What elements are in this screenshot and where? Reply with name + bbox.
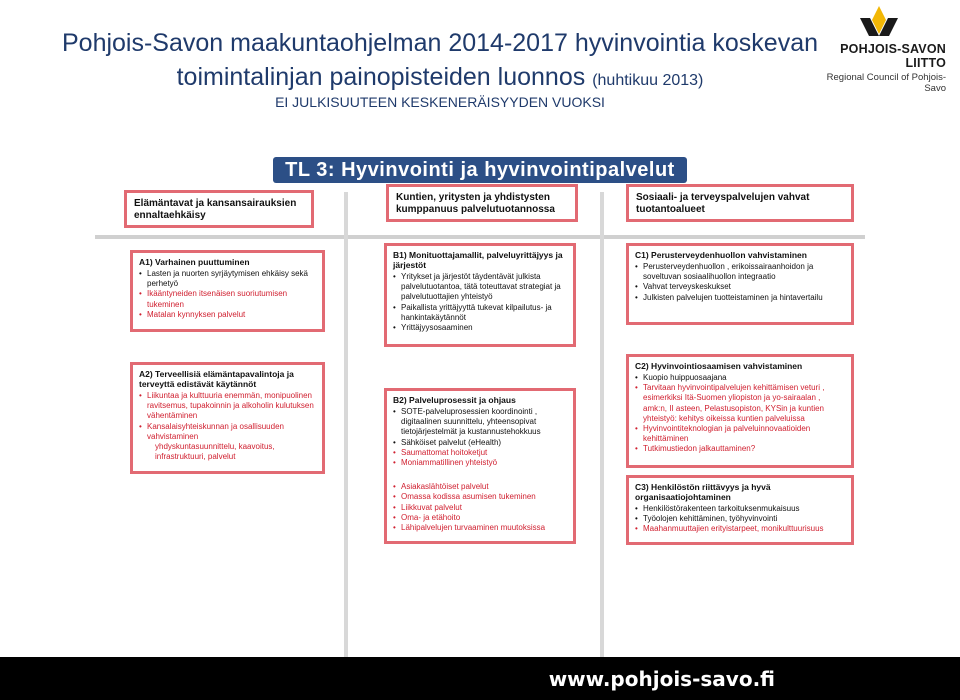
- list-item: • Saumattomat hoitoketjut: [401, 448, 567, 458]
- column-header-c-text: Sosiaali- ja terveyspalvelujen vahvat tuotantoalueet: [636, 192, 810, 215]
- list-item: • Tutkimustiedon jalkauttaminen?: [643, 444, 845, 454]
- list-item: • Liikkuvat palvelut: [401, 503, 567, 513]
- title-date-note: (huhtikuu 2013): [592, 72, 704, 89]
- box-c2: [626, 354, 854, 468]
- list-item: • SOTE-palveluprosessien koordinointi , digitaalinen suunnittelu, yhteensopivat tietojärjestelmät ja kustannustehokkuus: [401, 407, 567, 438]
- box-b1-title: B1) Monituottajamallit, palveluyrittäjyys ja järjestöt: [393, 250, 563, 270]
- box-b1: [384, 243, 576, 347]
- box-c1-title: C1) Perusterveydenhuollon vahvistaminen: [635, 250, 807, 260]
- box-b1-list: [393, 272, 567, 333]
- column-header-b-text: Kuntien, yritysten ja yhdistysten kumppanuus palvelutuotannossa: [396, 192, 555, 215]
- box-b2: [384, 388, 576, 544]
- list-item: • Julkisten palvelujen tuotteistaminen ja hintavertailu: [643, 293, 845, 303]
- box-a1-title: A1) Varhainen puuttuminen: [139, 257, 250, 267]
- box-a1: [130, 250, 325, 332]
- list-item: • Liikuntaa ja kulttuuria enemmän, monipuolinen ravitsemus, tupakoinnin ja alkoholin kulutuksen vähentäminen: [147, 391, 316, 422]
- list-item: • Tarvitaan hyvinvointipalvelujen kehittämisen veturi , esimerkiksi Itä-Suomen yliopiston ja yo-sairaalan , amk:n, II asteen, Pelastusopiston, KYSin ja kuntien yhteistyö: kehitys oikeissa kuntien palveluissa: [643, 383, 845, 424]
- box-c3-list: [635, 504, 845, 535]
- column-divider-left: [344, 192, 348, 662]
- box-c3: [626, 475, 854, 545]
- list-item: • Oma- ja etähoito: [401, 513, 567, 523]
- list-item: • Hyvinvointiteknologian ja palveluinnovaatioiden kehittäminen: [643, 424, 845, 444]
- box-c2-title: C2) Hyvinvointiosaamisen vahvistaminen: [635, 361, 803, 371]
- list-item: • Vahvat terveyskeskukset: [643, 282, 845, 292]
- list-item: • Maahanmuuttajien erityistarpeet, monikulttuurisuus: [643, 524, 845, 534]
- column-header-b: [386, 184, 578, 222]
- box-a2-title: A2) Terveellisiä elämäntapavalintoja ja terveyttä edistävät käytännöt: [139, 369, 294, 389]
- list-item: • Matalan kynnyksen palvelut: [147, 310, 316, 320]
- box-a1-list: [139, 269, 316, 320]
- box-a2: [130, 362, 325, 474]
- box-c3-title: C3) Henkilöstön riittävyys ja hyvä organisaatiojohtaminen: [635, 482, 771, 502]
- list-item: yhdyskuntasuunnittelu, kaavoitus, infrastruktuuri, palvelut: [155, 442, 275, 462]
- box-c2-list: [635, 373, 845, 455]
- list-item: • Lähipalvelujen turvaaminen muutoksissa: [401, 523, 567, 533]
- box-c1-list: [635, 262, 845, 303]
- list-item: • Yritykset ja järjestöt täydentävät julkista palvelutuotantoa, tätä toteuttavat strategiat ja palvelutuottajien yhteistyö: [401, 272, 567, 303]
- list-item: • Kuopio huippuosaajana: [643, 373, 845, 383]
- column-header-a-text: Elämäntavat ja kansansairauksien ennaltaehkäisy: [134, 198, 297, 221]
- confidential-notice: EI JULKISUUTEEN KESKENERÄISYYDEN VUOKSI: [275, 94, 605, 110]
- box-c1: [626, 243, 854, 325]
- title-line2-text: toimintalinjan painopisteiden luonnos: [176, 63, 586, 91]
- list-item: • Sähköiset palvelut (eHealth): [401, 438, 567, 448]
- footer-bar: [0, 657, 960, 700]
- header-divider: [95, 235, 865, 239]
- box-b2-list-2: [393, 482, 567, 533]
- list-item: • Omassa kodissa asumisen tukeminen: [401, 492, 567, 502]
- list-item: • Paikallista yrittäjyyttä tukevat kilpailutus- ja hankintakäytännöt: [401, 303, 567, 323]
- box-b2-title: B2) Palveluprosessit ja ohjaus: [393, 395, 516, 405]
- list-item: • Kansalaisyhteiskunnan ja osallisuuden vahvistaminen: [147, 422, 316, 442]
- organization-council: Regional Council of Pohjois-Savo: [826, 72, 946, 94]
- page-title-line2: [60, 62, 820, 96]
- column-header-c: [626, 184, 854, 222]
- column-header-a: [124, 190, 314, 228]
- box-a2-list: [139, 391, 316, 462]
- list-item: • Moniammatillinen yhteistyö: [401, 458, 567, 468]
- organization-logo: [806, 4, 946, 94]
- list-item: • Henkilöstörakenteen tarkoituksenmukaisuus: [643, 504, 845, 514]
- column-divider-right: [600, 192, 604, 662]
- page-title: Pohjois-Savon maakuntaohjelman 2014-2017 hyvinvointia koskevan: [61, 29, 819, 57]
- pohjois-savo-crest-icon: [856, 4, 902, 40]
- spacer: [393, 468, 567, 482]
- list-item: • Perusterveydenhuollon , erikoissairaanhoidon ja soveltuvan sosiaalihuollon integraatio: [643, 262, 845, 282]
- box-b2-list: [393, 407, 567, 468]
- list-item: • Yrittäjyysosaaminen: [401, 323, 567, 333]
- theme-banner: TL 3: Hyvinvointi ja hyvinvointipalvelut: [273, 157, 687, 183]
- list-item: • Asiakaslähtöiset palvelut: [401, 482, 567, 492]
- list-item: • Työolojen kehittäminen, työhyvinvointi: [643, 514, 845, 524]
- list-item: • Lasten ja nuorten syrjäytymisen ehkäisy sekä perhetyö: [147, 269, 316, 289]
- organization-name: POHJOIS-SAVON LIITTO: [840, 42, 946, 70]
- list-item: • Ikääntyneiden itsenäisen suoriutumisen tukeminen: [147, 289, 316, 309]
- website-url: www.pohjois-savo.fi: [548, 667, 775, 691]
